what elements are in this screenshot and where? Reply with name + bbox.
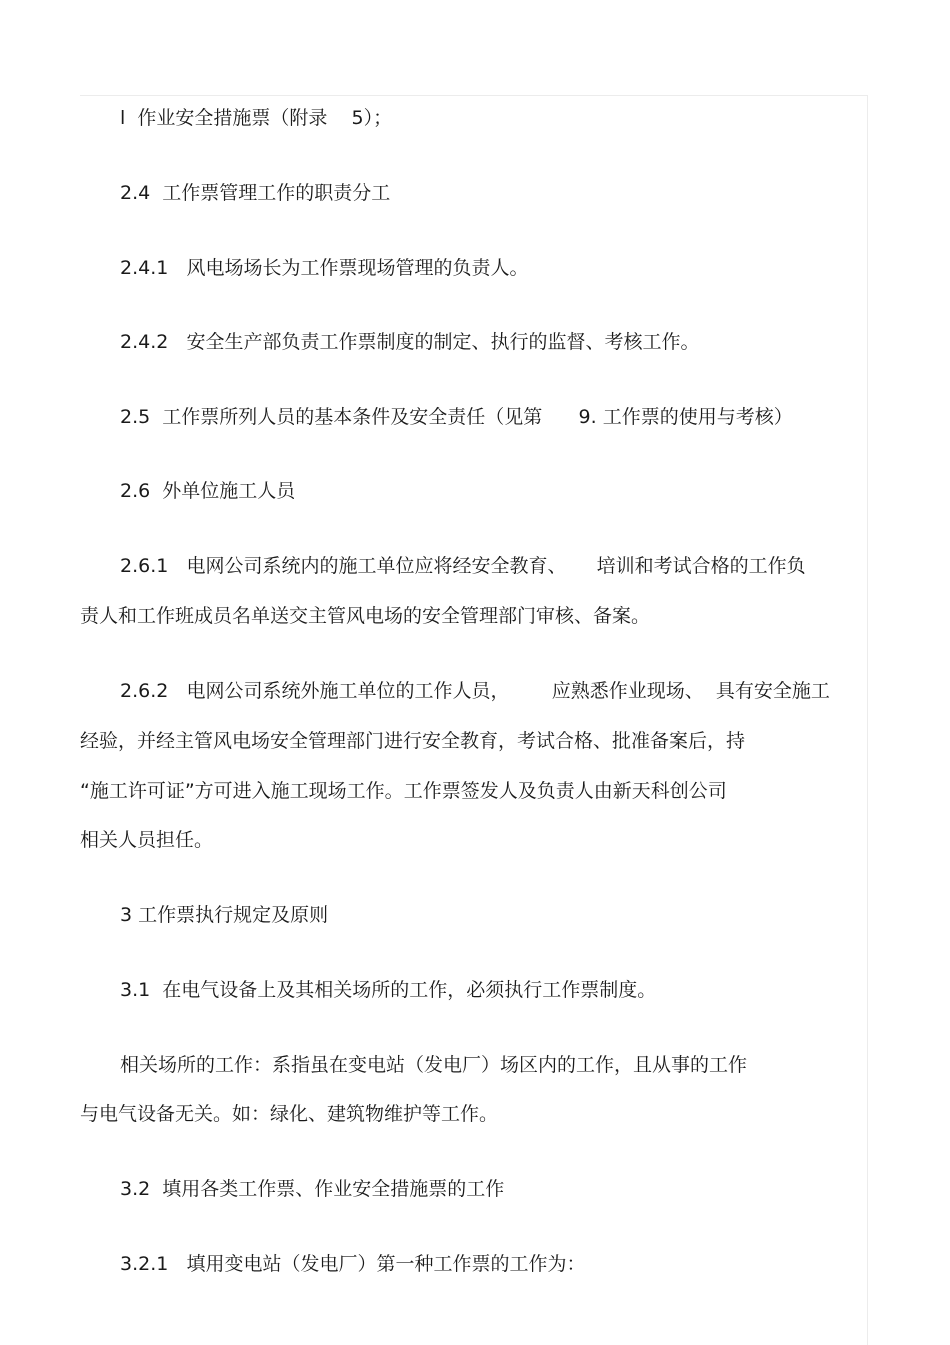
text-line: 2.6.2 电网公司系统外施工单位的工作人员， 应熟悉作业现场、 具有安全施工 <box>120 680 830 702</box>
text-line: 经验，并经主管风电场安全管理部门进行安全教育，考试合格、批准备案后，持 <box>80 730 746 752</box>
text-line: 相关人员担任。 <box>80 829 214 851</box>
page-border <box>80 95 868 1345</box>
text-line: 2.6.1 电网公司系统内的施工单位应将经安全教育、 培训和考试合格的工作负 <box>120 555 806 577</box>
text-line: 与电气设备无关。如：绿化、建筑物维护等工作。 <box>80 1103 499 1125</box>
text-line: l 作业安全措施票（附录 5）； <box>120 107 393 129</box>
text-line: 责人和工作班成员名单送交主管风电场的安全管理部门审核、备案。 <box>80 605 651 627</box>
text-line: 相关场所的工作：系指虽在变电站（发电厂）场区内的工作，且从事的工作 <box>120 1054 748 1076</box>
section-heading: 2.4 工作票管理工作的职责分工 <box>120 182 391 204</box>
section-heading: 3.1 在电气设备上及其相关场所的工作，必须执行工作票制度。 <box>120 979 657 1001</box>
text-line: 2.4.1 风电场场长为工作票现场管理的负责人。 <box>120 257 529 279</box>
text-line: 3.2.1 填用变电站（发电厂）第一种工作票的工作为： <box>120 1253 586 1275</box>
section-heading: 3.2 填用各类工作票、作业安全措施票的工作 <box>120 1178 505 1200</box>
text-line: 2.4.2 安全生产部负责工作票制度的制定、执行的监督、考核工作。 <box>120 331 700 353</box>
section-heading: 2.6 外单位施工人员 <box>120 480 296 502</box>
section-heading: 3 工作票执行规定及原则 <box>120 904 329 926</box>
section-heading: 2.5 工作票所列人员的基本条件及安全责任（见第 9. 工作票的使用与考核） <box>120 406 793 428</box>
text-line: “施工许可证”方可进入施工现场工作。工作票签发人及负责人由新天科创公司 <box>80 780 727 802</box>
